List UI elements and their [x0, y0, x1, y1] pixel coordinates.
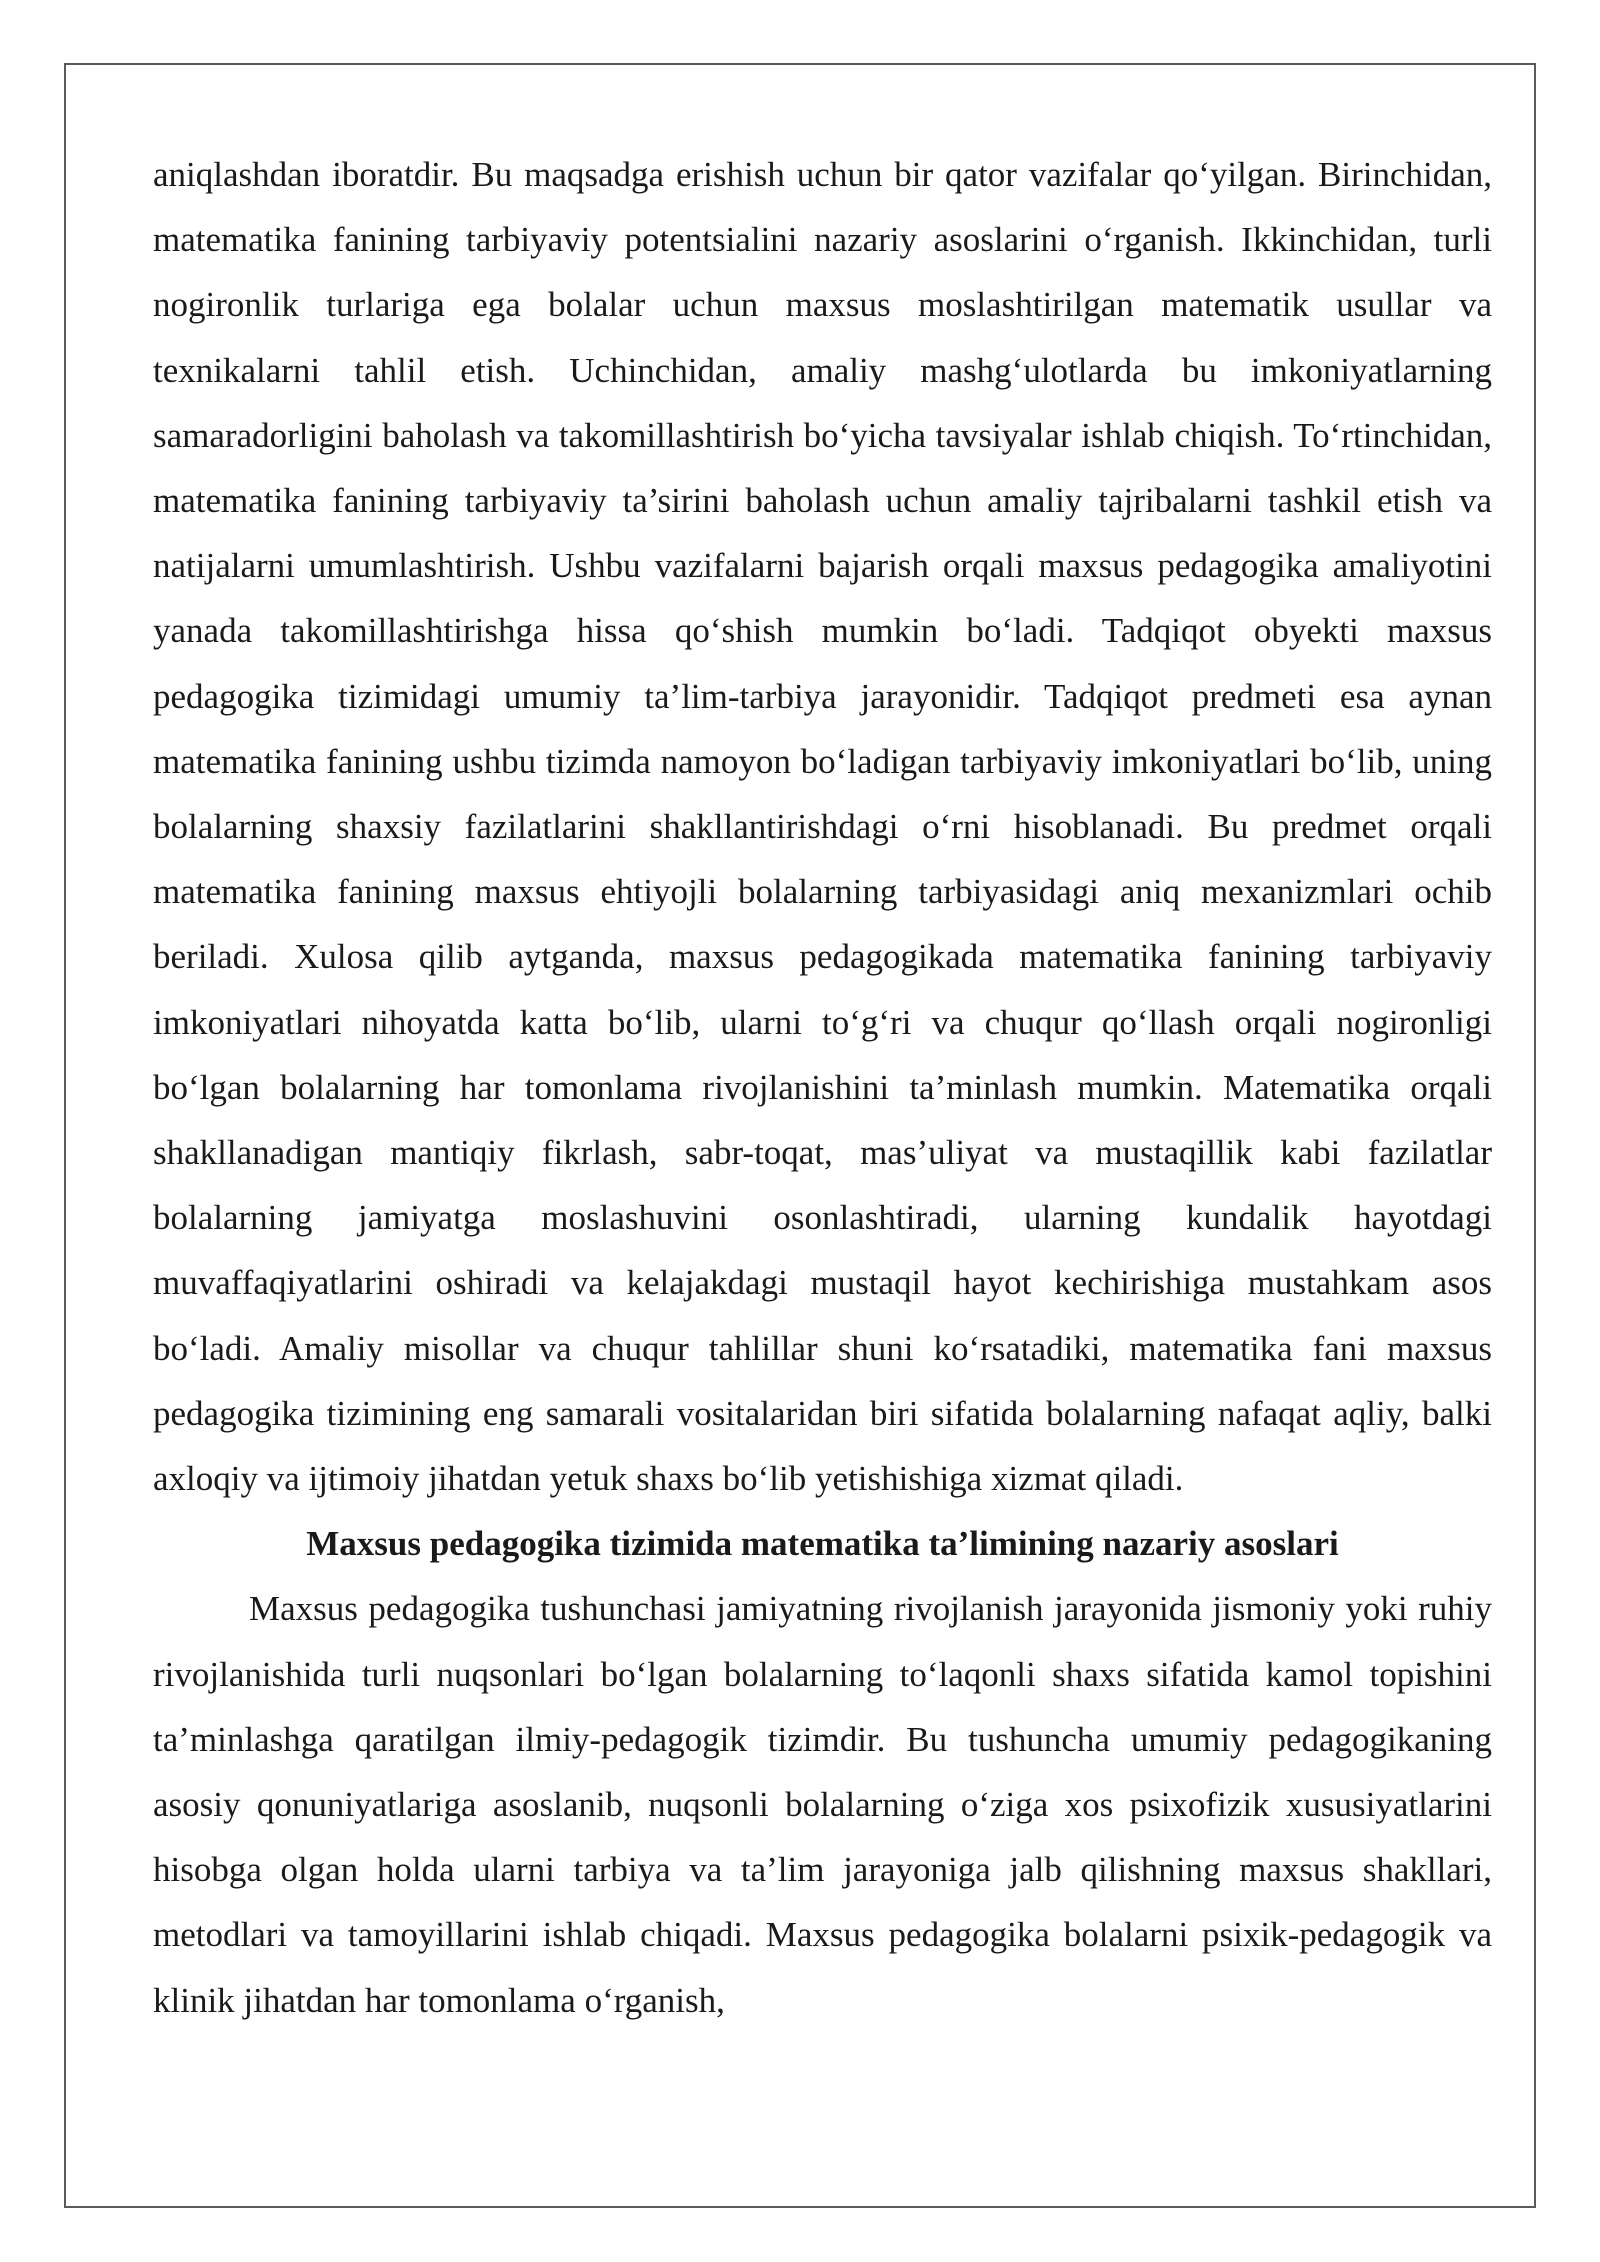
- section-heading: Maxsus pedagogika tizimida matematika ta’limining nazariy asoslari: [306, 1524, 1339, 1564]
- body-paragraph: Maxsus pedagogika tushunchasi jamiyatning rivojlanish jarayonida jismoniy yoki ruhiy rivojlanishida turli nuqsonlari bo‘lgan bolalarning to‘laqonli shaxs sifatida kamol topishini ta’minlashga qaratilgan ilmiy-pedagogik tizimdir. Bu tushuncha umumiy pedagogikaning asosiy qonuniyatlariga asoslanib, nuqsonli bolalarning o‘ziga xos psixofizik xususiyatlarini hisobga olgan holda ularni tarbiya va ta’lim jarayoniga jalb qilishning maxsus shakllari, metodlari va tamoyillarini ishlab chiqadi. Maxsus pedagogika bolalarni psixik-pedagogik va klinik jihatdan har tomonlama o‘rganish,: [153, 1589, 1492, 2020]
- body-paragraph: aniqlashdan iboratdir. Bu maqsadga erishish uchun bir qator vazifalar qo‘yilgan. Birinchidan, matematika fanining tarbiyaviy potentsialini nazariy asoslarini o‘rganish. Ikkinchidan, turli nogironlik turlariga ega bolalar uchun maxsus moslashtirilgan matematik usullar va texnikalarni tahlil etish. Uchinchidan, amaliy mashg‘ulotlarda bu imkoniyatlarning samaradorligini baholash va takomillashtirish bo‘yicha tavsiyalar ishlab chiqish. To‘rtinchidan, matematika fanining tarbiyaviy ta’sirini baholash uchun amaliy tajribalarni tashkil etish va natijalarni umumlashtirish. Ushbu vazifalarni bajarish orqali maxsus pedagogika amaliyotini yanada takomillashtirishga hissa qo‘shish mumkin bo‘ladi. Tadqiqot obyekti maxsus pedagogika tizimidagi umumiy ta’lim-tarbiya jarayonidir. Tadqiqot predmeti esa aynan matematika fanining ushbu tizimda namoyon bo‘ladigan tarbiyaviy imkoniyatlari bo‘lib, uning bolalarning shaxsiy fazilatlarini shakllantirishdagi o‘rni hisoblanadi. Bu predmet orqali matematika fanining maxsus ehtiyojli bolalarning tarbiyasidagi aniq mexanizmlari ochib beriladi. Xulosa qilib aytganda, maxsus pedagogikada matematika fanining tarbiyaviy imkoniyatlari nihoyatda katta bo‘lib, ularni to‘g‘ri va chuqur qo‘llash orqali nogironligi bo‘lgan bolalarning har tomonlama rivojlanishini ta’minlash mumkin. Matematika orqali shakllanadigan mantiqiy fikrlash, sabr-toqat, mas’uliyat va mustaqillik kabi fazilatlar bolalarning jamiyatga moslashuvini osonlashtiradi, ularning kundalik hayotdagi muvaffaqiyatlarini oshiradi va kelajakdagi mustaqil hayot kechirishiga mustahkam asos bo‘ladi. Amaliy misollar va chuqur tahlillar shuni ko‘rsatadiki, matematika fani maxsus pedagogika tizimining eng samarali vositalaridan biri sifatida bolalarning nafaqat aqliy, balki axloqiy va ijtimoiy jihatdan yetuk shaxs bo‘lib yetishishiga xizmat qiladi.: [153, 155, 1492, 1499]
- document-body: [153, 142, 1492, 2033]
